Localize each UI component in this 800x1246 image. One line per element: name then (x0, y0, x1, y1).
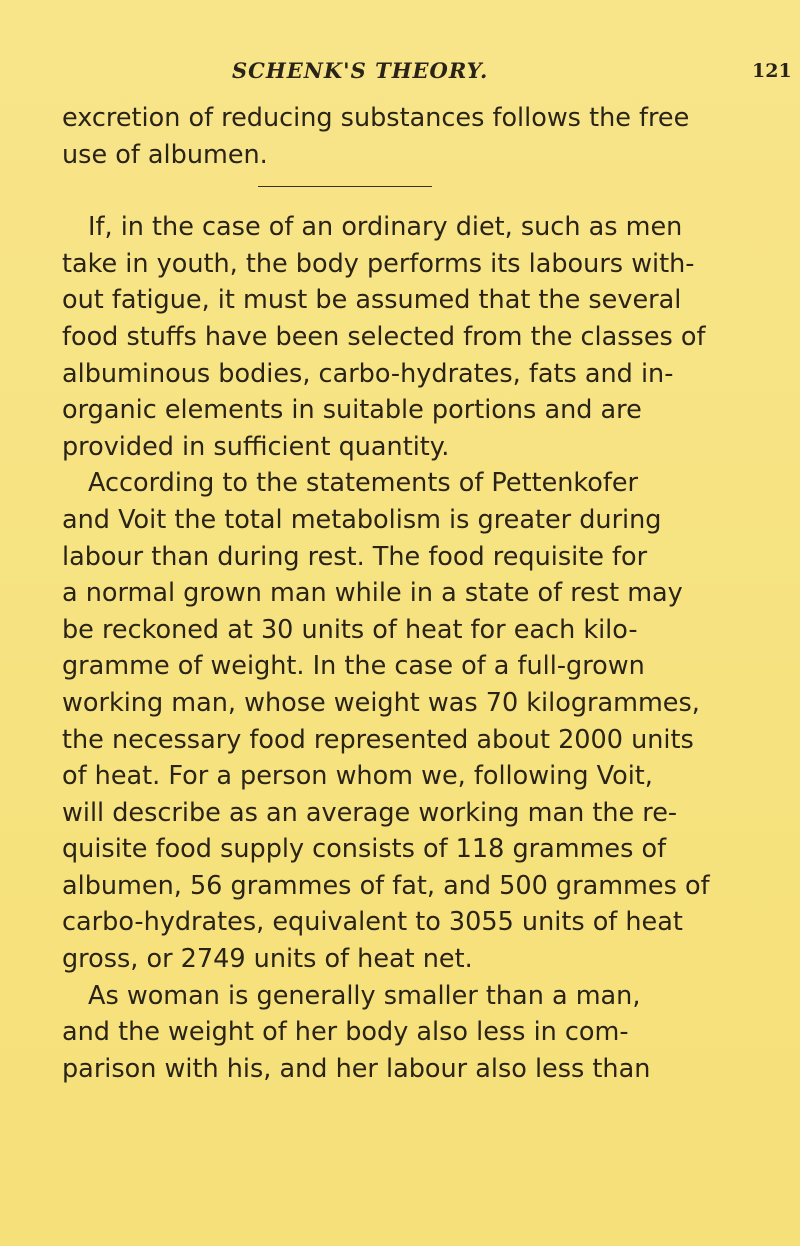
text-line: If, in the case of an ordinary diet, such as men (88, 212, 683, 243)
text-line: and Voit the total metabolism is greater during (62, 504, 662, 535)
text-line: According to the statements of Pettenkofer (88, 468, 639, 499)
section-gap (62, 173, 762, 209)
paragraph-2 (62, 209, 762, 465)
text-line: carbo-hydrates, equivalent to 3055 units of heat (62, 907, 683, 938)
text-line: use of albumen. (62, 139, 268, 170)
text-line: a normal grown man while in a state of rest may (62, 578, 683, 609)
text-line: parison with his, and her labour also less than (62, 1053, 651, 1084)
text-line: gramme of weight. In the case of a full-grown (62, 651, 645, 682)
text-line: albumen, 56 grammes of fat, and 500 grammes of (62, 870, 710, 901)
text-line: labour than during rest. The food requisite for (62, 541, 648, 572)
page-number: 121 (752, 60, 792, 82)
paragraph-3 (62, 465, 762, 977)
paragraph-4 (62, 978, 762, 1088)
text-line: provided in sufficient quantity. (62, 431, 450, 462)
text-line: and the weight of her body also less in com- (62, 1017, 629, 1048)
body-text (62, 100, 762, 1087)
text-line: As woman is generally smaller than a man, (88, 980, 641, 1011)
text-line: be reckoned at 30 units of heat for each kilo- (62, 614, 638, 645)
text-line: gross, or 2749 units of heat net. (62, 944, 473, 975)
text-line: the necessary food represented about 2000 units (62, 724, 694, 755)
text-line: working man, whose weight was 70 kilogrammes, (62, 687, 700, 718)
text-line: food stuffs have been selected from the classes of (62, 321, 706, 352)
text-line: quisite food supply consists of 118 grammes of (62, 834, 667, 865)
paragraph-1 (62, 100, 762, 173)
text-line: will describe as an average working man the re- (62, 797, 678, 828)
text-line: take in youth, the body performs its labours with- (62, 248, 695, 279)
text-line: albuminous bodies, carbo-hydrates, fats and in- (62, 358, 674, 389)
text-line: of heat. For a person whom we, following Voit, (62, 761, 653, 792)
running-title: SCHENK'S THEORY. (232, 58, 489, 83)
text-line: organic elements in suitable portions and are (62, 395, 642, 426)
text-line: excretion of reducing substances follows the free (62, 103, 690, 133)
page-header (0, 58, 800, 98)
text-line: out fatigue, it must be assumed that the several (62, 285, 682, 316)
